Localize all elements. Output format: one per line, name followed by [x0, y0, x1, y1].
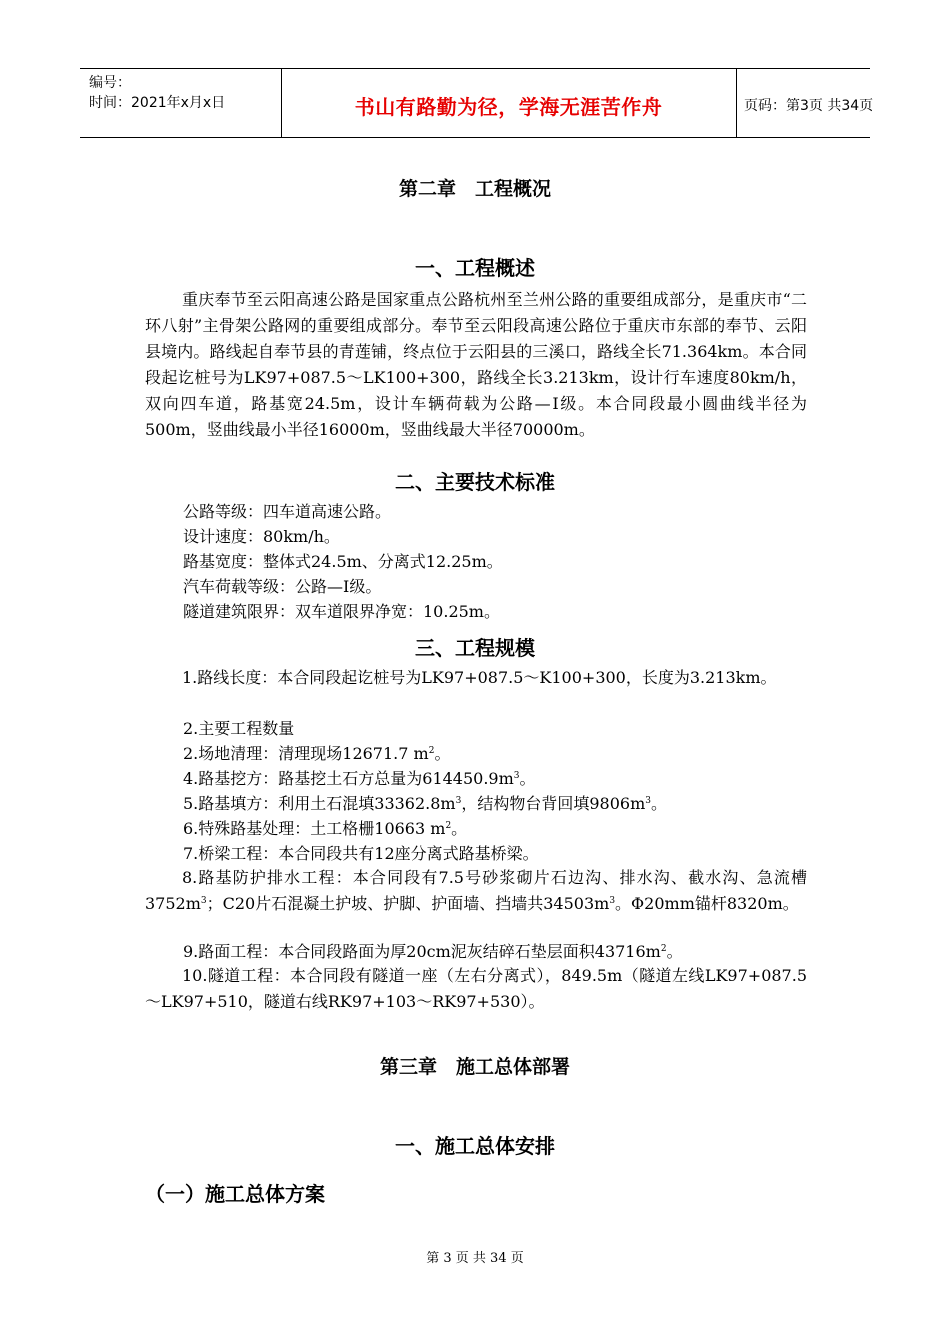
- scale-item-1-text: 1.路线长度：本合同段起讫桩号为LK97+087.5～K100+300，长度为3.213km。: [182, 668, 777, 687]
- scale-item-8-text-b: ；C20片石混凝土护坡、护脚、护面墙、挡墙共34503m: [206, 894, 610, 913]
- scale-item-8: [145, 865, 807, 917]
- subsection-plan-title: （一）施工总体方案: [145, 1182, 325, 1206]
- section-arrangement-title: 一、施工总体安排: [395, 1134, 555, 1158]
- header-page-label: 页码：第3页 共34页: [744, 98, 874, 114]
- section-standards-title: 二、主要技术标准: [395, 470, 555, 494]
- number-label: 编号：: [89, 75, 131, 91]
- scale-item-5: [183, 792, 667, 816]
- scale-item-7: 7.桥梁工程：本合同段共有12座分离式路基桥梁。: [183, 844, 539, 863]
- superscript: 2: [445, 821, 452, 831]
- scale-item-1: [145, 665, 807, 691]
- scale-item-9: [183, 940, 683, 964]
- standard-item: 隧道建筑限界：双车道限界净宽：10.25m。: [183, 602, 500, 621]
- scale-item-2: 2.主要工程数量: [183, 719, 295, 738]
- chapter-2-title: 第二章 工程概况: [398, 178, 551, 200]
- standard-item: 路基宽度：整体式24.5m、分离式12.25m。: [183, 552, 503, 571]
- header-motto: 书山有路勤为径，学海无涯苦作舟: [354, 95, 663, 119]
- punct: 。: [666, 942, 683, 961]
- scale-item-6: [183, 817, 467, 841]
- superscript: 2: [428, 746, 435, 756]
- superscript: 2: [660, 944, 667, 954]
- section-scale-title: 三、工程规模: [415, 636, 535, 660]
- header-page-cell: [736, 69, 874, 137]
- superscript: 3: [200, 896, 207, 906]
- scale-item-6-text: 6.特殊路基处理：土工格栅10663 m: [183, 819, 446, 838]
- header-info-cell: [80, 69, 282, 137]
- scale-item-3: [183, 742, 450, 766]
- scale-item-8-text-c: 。Φ20mm锚杆8320m。: [615, 894, 799, 913]
- superscript: 3: [513, 771, 520, 781]
- punct: 。: [650, 794, 667, 813]
- overview-paragraph: [145, 287, 807, 443]
- standard-item: 设计速度：80km/h。: [183, 527, 340, 546]
- page-header: [80, 68, 874, 138]
- scale-item-4: [183, 767, 536, 791]
- superscript: 3: [455, 796, 462, 806]
- scale-item-10-text: 10.隧道工程：本合同段有隧道一座（左右分离式），849.5m（隧道左线LK97+087.5～LK97+510，隧道右线RK97+103～RK97+530）。: [145, 966, 807, 1011]
- header-motto-cell: [281, 69, 737, 137]
- punct: 。: [434, 744, 451, 763]
- page-footer: 第 3 页 共 34 页: [426, 1251, 524, 1266]
- scale-item-4-text: 4.路基挖方：路基挖土石方总量为614450.9m: [183, 769, 514, 788]
- scale-item-5-text-b: ，结构物台背回填9806m: [461, 794, 646, 813]
- scale-item-9-text: 9.路面工程：本合同段路面为厚20cm泥灰结碎石垫层面积43716m: [183, 942, 661, 961]
- chapter-3-title: 第三章 施工总体部署: [379, 1056, 570, 1078]
- standard-item: 汽车荷载等级：公路—I级。: [183, 577, 382, 596]
- scale-item-10: [145, 963, 807, 1015]
- time-label: 时间：2021年x月x日: [89, 95, 226, 111]
- punct: 。: [519, 769, 536, 788]
- scale-item-8-text: [145, 865, 807, 917]
- superscript: 3: [645, 796, 651, 806]
- superscript: 3: [609, 896, 616, 906]
- standard-item: 公路等级：四车道高速公路。: [183, 502, 392, 521]
- section-overview-title: 一、工程概述: [415, 256, 535, 280]
- punct: 。: [451, 819, 468, 838]
- overview-text: 重庆奉节至云阳高速公路是国家重点公路杭州至兰州公路的重要组成部分，是重庆市“二环八射”主骨架公路网的重要组成部分。奉节至云阳段高速公路位于重庆市东部的奉节、云阳县境内。路线起自奉节县的青莲铺，终点位于云阳县的三溪口，路线全长71.364km。本合同段起讫桩号为LK97+087.5～LK100+300，路线全长3.213km，设计行车速度80km/h，双向四车道，路基宽24.5m，设计车辆荷载为公路—Ⅰ级。本合同段最小圆曲线半径为500m，竖曲线最小半径16000m，竖曲线最大半径70000m。: [145, 290, 807, 439]
- scale-item-5-text: 5.路基填方：利用土石混填33362.8m: [183, 794, 456, 813]
- scale-item-8-text-a: 8.路基防护排水工程：本合同段有7.5号砂浆砌片石边沟、排水沟、截水沟、急流槽3752m: [145, 868, 807, 913]
- scale-item-3-text: 2.场地清理：清理现场12671.7 m: [183, 744, 429, 763]
